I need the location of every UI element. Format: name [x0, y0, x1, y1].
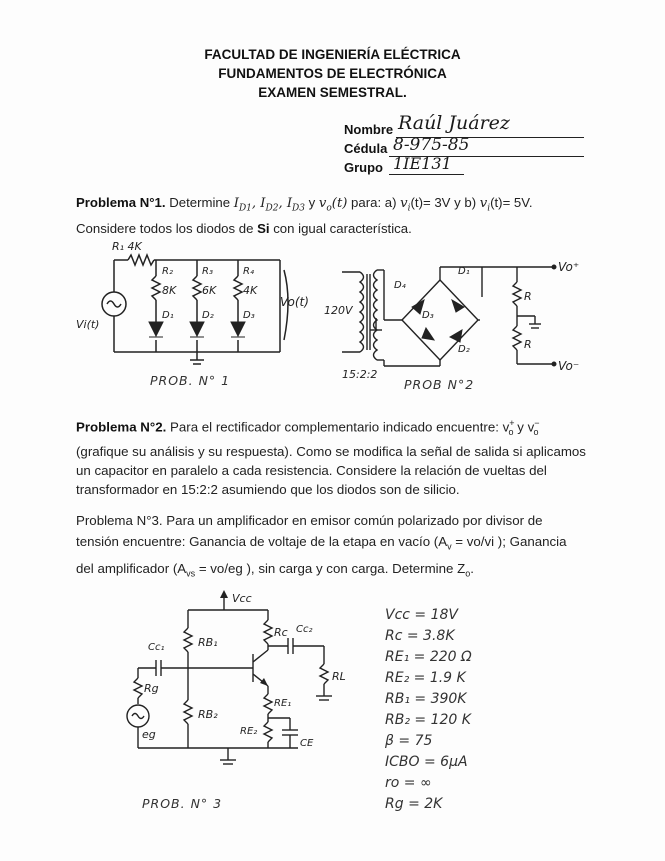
cc2-label: Cc₂ [296, 624, 313, 635]
d3-label-2: D₃ [422, 310, 434, 321]
problem1-text-f: con igual característica. [269, 220, 412, 236]
problem1-text-a: Determine [165, 195, 234, 210]
problem3-line2: tensión encuentre: Ganancia de voltaje de la etapa en vacío (A [76, 534, 448, 549]
rg-label: Rg [144, 682, 159, 695]
d1-label: D₁ [162, 310, 174, 321]
r2-label: R₂ [162, 266, 173, 277]
given-rc: Rc = 3.8K [385, 628, 455, 644]
r3-value: 6K [202, 284, 217, 297]
cedula-value: 8-975-85 [393, 135, 470, 155]
problem3-statement: Problema N°3. Para un amplificador en emisor común polarizado por divisor de tensión encuentre: Ganancia de voltaje de la etapa en vacío ($A_v = vo/vi$ ); Ganancia del amplificador ($A_{vs} = vo/eg$ ), sin carga y con carga. Determine $Z_o$. [76, 513, 567, 579]
problem1-text-b: para: a) [347, 195, 401, 210]
problem2-line2: (grafique su análisis y su respuesta). Como se modifica la señal de salida si aplicamos [76, 444, 586, 460]
given-rb1: RB₁ = 390K [385, 691, 467, 707]
problem2-statement: Problema N°2. Para el rectificador complementario indicado encuentre: $v^+_o$ y $v^-_o$ (grafique su análisis y su respuesta). Como se modifica la señal de salida si aplicamos un capacitor en paralelo a cada resistencia. Considere la relación de vueltas del transformador en 15:2:2 asumiendo que los diodos son de silicio. [76, 418, 586, 498]
problem3-line2b: = vo/vi ); Ganancia [451, 534, 567, 549]
problem1-text-c: (t)= 3V y b) [410, 195, 480, 210]
problem2-text2: y v [513, 419, 535, 435]
rb1-label: RB₁ [198, 636, 218, 649]
prob3-caption: PROB. N° 3 [142, 796, 223, 811]
vo-minus-label: Vo⁻ [558, 359, 580, 373]
grupo-value: 1IE131 [393, 154, 452, 173]
prob1-caption: PROB. N° 1 [150, 373, 231, 388]
r-top-label: R [524, 290, 532, 303]
vcc-label: Vcc [232, 592, 252, 605]
given-ro: ro = ∞ [385, 775, 432, 791]
r3-label: R₃ [202, 266, 213, 277]
d1-diode [452, 300, 464, 312]
d2-diode [450, 330, 462, 342]
nombre-value: Raúl Juárez [398, 112, 510, 134]
vo-label: Vo(t) [280, 295, 309, 309]
ratio-label: 15:2:2 [342, 368, 378, 381]
r-bottom-label: R [524, 338, 532, 351]
r4-label: R₄ [243, 266, 254, 277]
vo-plus-label: Vo⁺ [558, 260, 580, 274]
problem1-text-e: Considere todos los diodos de [76, 220, 258, 236]
d2-label-2: D₂ [458, 344, 470, 355]
problem1-title: Problema N°1. [76, 195, 166, 210]
ce-label: CE [300, 738, 314, 749]
problem2-line3: un capacitor en paralelo a cada resistencia. Considere la relación de vueltas del [76, 463, 547, 479]
r4-value: 4K [243, 284, 258, 297]
circuit-prob3 [118, 588, 368, 780]
problem3-line3: del amplificador (A [76, 560, 187, 576]
problem3-line1: Problema N°3. Para un amplificador en emisor común polarizado por divisor de [76, 513, 543, 528]
circuit-prob2 [322, 252, 590, 382]
v120-label: 120V [324, 304, 353, 317]
d3-diode [422, 328, 434, 340]
problem2-text: Para el rectificador complementario indicado encuentre: v [166, 419, 510, 435]
eg-label: eg [142, 728, 156, 741]
problem2-line4: transformador en 15:2:2 asumiendo que los diodos son de silicio. [76, 482, 460, 498]
r2-value: 8K [162, 284, 177, 297]
problem1-statement: Problema N°1. Determine $I_{D1}$, $I_{D2}$, $I_{D3}$ y $v_o(t)$ para: a) $v_i(t)= 3V$ y b) $v_i(t)= 5V$. Considere todos los diodos de Si con igual característica. [76, 195, 533, 236]
rc-label: Rc [274, 626, 288, 639]
r1-label: R₁ 4K [112, 240, 142, 253]
cedula-label: Cédula [344, 141, 388, 156]
rl-label: RL [332, 670, 346, 683]
given-beta: β = 75 [385, 733, 433, 749]
given-rg: Rg = 2K [385, 796, 443, 812]
d4-label: D₄ [394, 280, 406, 291]
circuit-prob1 [72, 236, 322, 396]
exam-title: EXAMEN SEMESTRAL. [258, 85, 407, 100]
vi-label: Vi(t) [76, 318, 100, 331]
given-re1: RE₁ = 220 Ω [385, 649, 472, 665]
d3-label: D₃ [243, 310, 255, 321]
grupo-label: Grupo [344, 160, 383, 175]
rb2-label: RB₂ [198, 708, 218, 721]
problem3-line3c: . [470, 560, 474, 576]
d1-label-2: D₁ [458, 266, 470, 277]
prob2-caption: PROB N°2 [404, 377, 475, 392]
course-title: FUNDAMENTOS DE ELECTRÓNICA [218, 66, 447, 81]
nombre-label: Nombre [344, 122, 394, 137]
re2-label: RE₂ [240, 726, 258, 737]
r1-resistor [128, 255, 154, 265]
cc1-label: Cc₁ [148, 642, 165, 653]
given-re2: RE₂ = 1.9 K [385, 670, 466, 686]
d2-label: D₂ [202, 310, 214, 321]
given-vcc: Vcc = 18V [385, 607, 458, 623]
problem1-text-d: (t)= 5V. [490, 195, 533, 210]
problem1-si: Si [257, 220, 270, 236]
given-rb2: RB₂ = 120 K [385, 712, 471, 728]
problem2-title: Problema N°2. [76, 419, 167, 435]
grupo-line [389, 174, 464, 175]
given-icbo: ICBO = 6μA [385, 754, 468, 770]
re1-label: RE₁ [274, 698, 292, 709]
problem3-line3b: = vo/eg ), sin carga y con carga. Determine Z [195, 560, 466, 576]
faculty-title: FACULTAD DE INGENIERÍA ELÉCTRICA [204, 47, 461, 62]
